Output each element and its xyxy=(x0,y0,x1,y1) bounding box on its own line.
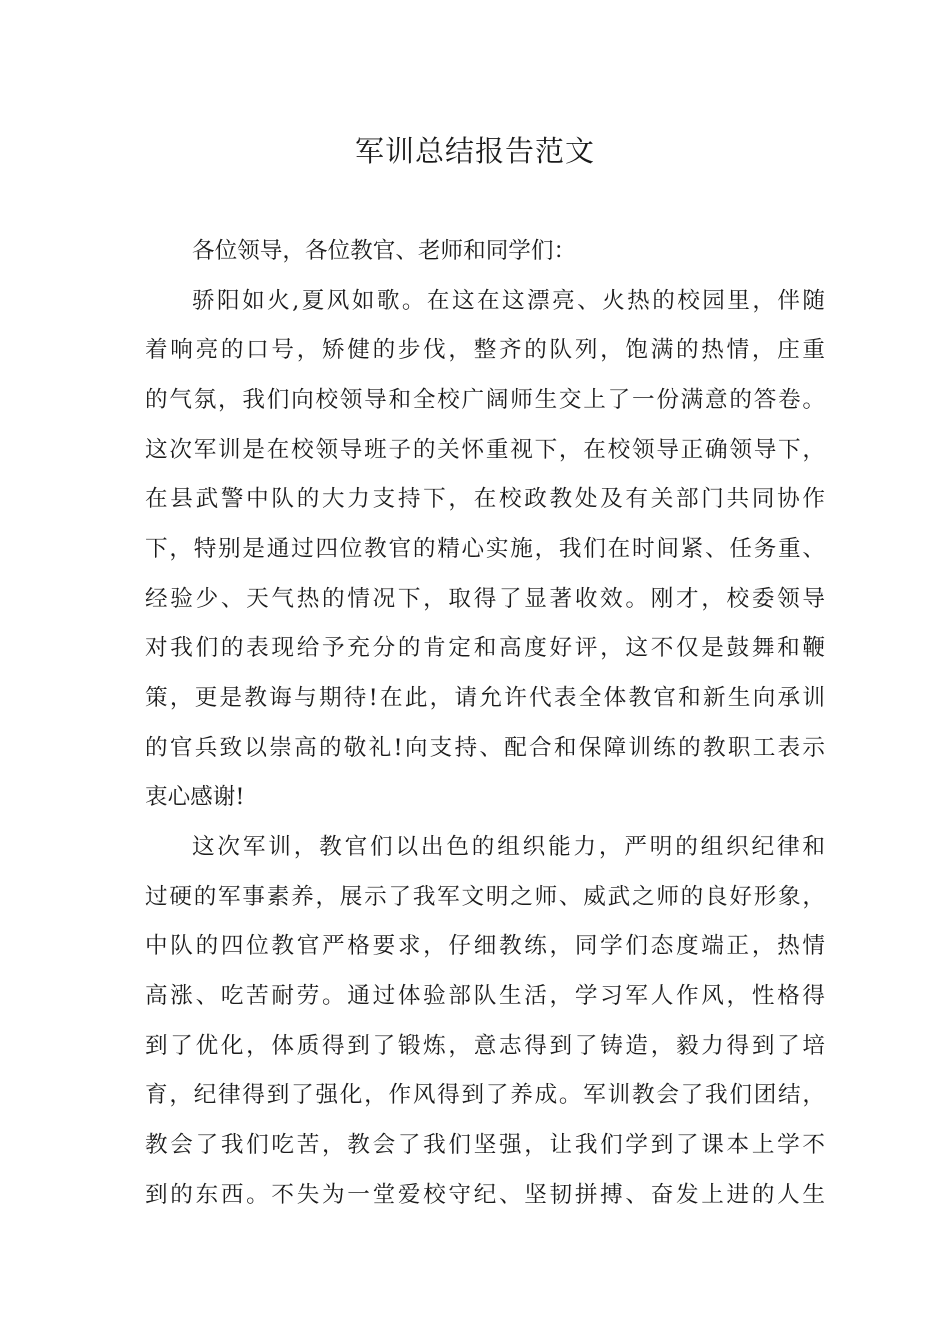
body-line: 这次军训，教官们以出色的组织能力，严明的组织纪律和 xyxy=(192,834,825,860)
body-line: 策，更是教诲与期待!在此，请允许代表全体教官和新生向承训 xyxy=(145,685,825,711)
body-line: 育，纪律得到了强化，作风得到了养成。军训教会了我们团结， xyxy=(145,1082,825,1108)
body-line: 的官兵致以崇高的敬礼!向支持、配合和保障训练的教职工表示 xyxy=(145,735,825,761)
body-line: 骄阳如火,夏风如歌。在这在这漂亮、火热的校园里，伴随 xyxy=(192,288,825,314)
body-line: 到了优化，体质得到了锻炼，意志得到了铸造，毅力得到了培 xyxy=(145,1033,825,1059)
body-line: 下，特别是通过四位教官的精心实施，我们在时间紧、任务重、 xyxy=(145,536,825,562)
body-line: 过硬的军事素养，展示了我军文明之师、威武之师的良好形象， xyxy=(145,884,825,910)
body-line: 这次军训是在校领导班子的关怀重视下，在校领导正确领导下， xyxy=(145,437,825,463)
body-line: 中队的四位教官严格要求，仔细教练，同学们态度端正，热情 xyxy=(145,933,825,959)
body-line: 经验少、天气热的情况下，取得了显著收效。刚才，校委领导 xyxy=(145,586,825,612)
body-line: 在县武警中队的大力支持下，在校政教处及有关部门共同协作 xyxy=(145,486,825,512)
body-line: 着响亮的口号，矫健的步伐，整齐的队列，饱满的热情，庄重 xyxy=(145,337,825,363)
body-line: 到的东西。不失为一堂爱校守纪、坚韧拼搏、奋发上进的人生 xyxy=(145,1182,825,1208)
body-line: 教会了我们吃苦，教会了我们坚强，让我们学到了课本上学不 xyxy=(145,1132,825,1158)
salutation-line: 各位领导，各位教官、老师和同学们： xyxy=(192,238,577,264)
body-line: 的气氛，我们向校领导和全校广阔师生交上了一份满意的答卷。 xyxy=(145,387,825,413)
body-line: 高涨、吃苦耐劳。通过体验部队生活，学习军人作风，性格得 xyxy=(145,983,825,1009)
body-line: 对我们的表现给予充分的肯定和高度好评，这不仅是鼓舞和鞭 xyxy=(145,635,825,661)
document-title: 军训总结报告范文 xyxy=(354,134,595,168)
body-line: 衷心感谢! xyxy=(145,784,245,810)
